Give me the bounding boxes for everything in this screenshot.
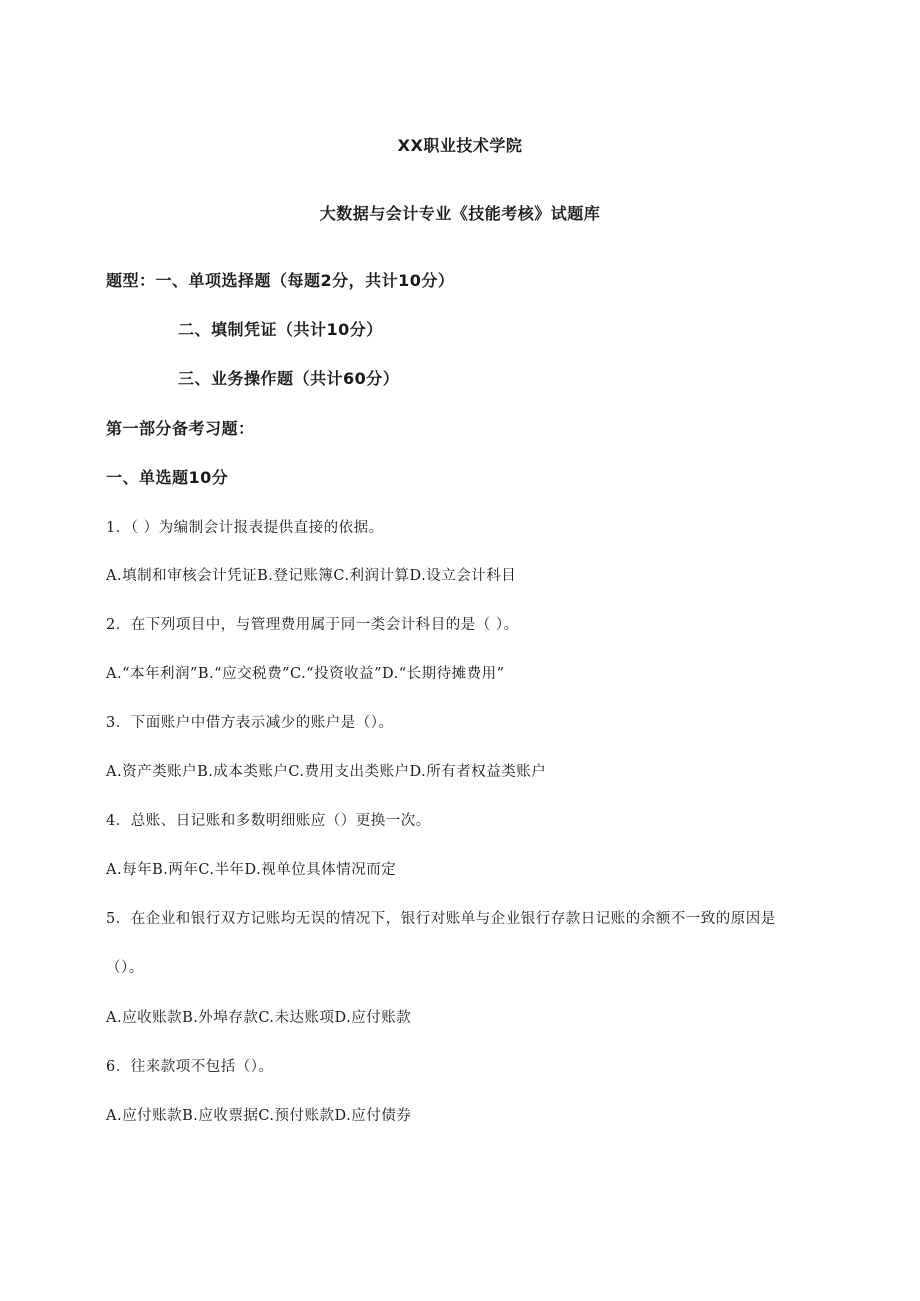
- question-4-options: A.每年B.两年C.半年D.视单位具体情况而定: [106, 862, 397, 878]
- question-3-stem: 3．下面账户中借方表示减少的账户是（）。: [106, 715, 394, 731]
- question-6-stem: 6．往来款项不包括（）。: [106, 1059, 274, 1075]
- question-types-line-2: 二、填制凭证（共计10分）: [178, 320, 383, 339]
- question-5-options: A.应收账款B.外埠存款C.未达账项D.应付账款: [106, 1010, 412, 1026]
- question-2-stem: 2．在下列项目中，与管理费用属于同一类会计科目的是（ ）。: [106, 617, 519, 633]
- question-1-options: A.填制和审核会计凭证B.登记账簿C.利润计算D.设立会计科目: [106, 568, 517, 584]
- document-title: 大数据与会计专业《技能考核》试题库: [319, 204, 601, 223]
- question-types-line-3: 三、业务操作题（共计60分）: [178, 369, 400, 388]
- question-4-stem: 4．总账、日记账和多数明细账应（）更换一次。: [106, 813, 431, 829]
- question-5-stem: 5．在企业和银行双方记账均无误的情况下，银行对账单与企业银行存款日记账的余额不一致的原因是: [106, 911, 776, 927]
- question-6-options: A.应付账款B.应收票据C.预付账款D.应付债券: [106, 1108, 412, 1124]
- question-types-line-1: 题型：一、单项选择题（每题2分，共计10分）: [106, 271, 455, 290]
- question-5-stem-continuation: （）。: [106, 960, 144, 976]
- question-1-stem: 1．（ ）为编制会计报表提供直接的依据。: [106, 520, 384, 536]
- part-heading: 第一部分备考习题：: [106, 419, 255, 438]
- question-3-options: A.资产类账户B.成本类账户C.费用支出类账户D.所有者权益类账户: [106, 764, 547, 780]
- section-heading: 一、单选题10分: [106, 468, 229, 487]
- institution-name: XX职业技术学院: [397, 136, 523, 155]
- question-2-options: A.“本年利润”B.“应交税费”C.“投资收益”D.“长期待摊费用”: [106, 666, 505, 682]
